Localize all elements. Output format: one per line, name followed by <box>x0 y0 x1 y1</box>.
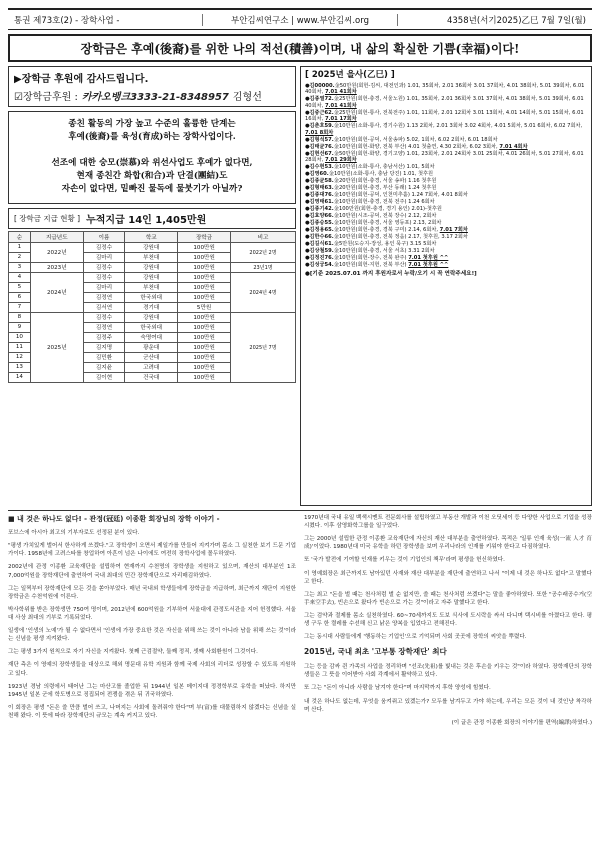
table-cell: 건국대 <box>125 372 178 382</box>
table-cell: 12 <box>9 352 31 362</box>
donor-entry <box>305 206 587 213</box>
article-paragraph: 그는 최고 "돈을 벌 때는 천사처럼 벌 순 없지만, 쓸 때는 천사처럼 쓰겠다"는 말을 좋아하였다. 또한 "공수래공수거(空手來空手去), 빈손으로 왔다가 빈손으로 가는 것"이라고 자주 말했다고 한다. <box>304 591 592 606</box>
article-paragraph: 일생에 '인생의 노예'가 될 수 없다면서 '인생에 가장 중요한 것은 자신을 위해 쓰는 것이 아니라 남을 위해 쓰는 것'이라는 신념을 평생 지켜왔다. <box>8 628 296 643</box>
table-cell: 김정수 <box>83 242 124 252</box>
table-cell: 100만원 <box>178 242 231 252</box>
table-cell: 김서연 <box>83 302 124 312</box>
table-cell: 김정수 <box>83 262 124 272</box>
table-row <box>9 312 296 322</box>
donor-detail: 金10만원(회헌-충경, 서울 서초) 3.31 2회차 <box>333 248 435 255</box>
table-cell: 강원대 <box>125 262 178 272</box>
table-cell: 부천대 <box>125 252 178 262</box>
donor-detail: 金10만원(회헌-지헌, 전북 부산) <box>333 262 407 269</box>
headline: 장학금은 후예(後裔)를 위한 나의 적선(積善)이며, 내 삶의 확실한 기쁨(幸福)이다! <box>8 34 592 62</box>
issue-number: 통권 제73호(2) - 장학사업 - <box>14 15 120 26</box>
donation-note: ●[기준 2025.07.01 까지 후원자로서 누락/오기 시 꼭 연락주세요!] <box>305 270 477 277</box>
table-cell: 100만원 <box>178 322 231 332</box>
stats-total: 누적지급 14인 1,405만원 <box>86 214 207 226</box>
article-paragraph: "평생 가치있게 벌어서 한사하게 쓰겠다."고 장학생이 오면서 제일가를 만들어 지켜가며 몸소 그 실천한 보기 드문 기업가이다. 1958년에 고려스타를 창업하여 아흔이 넘은 나이에도 여전히 장학사업에 몰두하였다. <box>8 543 296 558</box>
table-cell: 100만원 <box>178 312 231 322</box>
table-cell: 10 <box>9 332 31 342</box>
donor-detail: 金50만원(회헌-화양, 경기고양) 1.01, 23회차, 2.01 24회차 3.01 25회차, 4.01 26회차, 5.01 27회차, 6.01 28회차, <box>305 150 584 164</box>
donor-entries <box>305 83 587 269</box>
donor-entry <box>305 96 587 109</box>
donor-name: ●김영60. <box>305 171 329 178</box>
article-subheading: 2015년, 국내 최초 '고부통 장학재단' 최다 <box>304 647 447 657</box>
table-cell: 김정연 <box>83 292 124 302</box>
table-cell: 김정주 <box>83 332 124 342</box>
section-divider <box>8 510 592 511</box>
article-paragraph: 또 그는 "돈이 아니라 사람을 남겨야 한다"며 마지막까지 후학 양성에 힘썼다. <box>304 685 491 692</box>
donor-name: ●김형석57. <box>305 136 334 143</box>
article-paragraph: 2002년에 관정 이종환 교육재단을 설립하여 현재까지 수천명의 장학생을 지원하고 있으며, 재산의 대부분인 1조 7,000억원을 장학재단에 출연하여 국내 최대의 민간 장학재단으로 자리매김하였다. <box>8 564 296 579</box>
sponsor-account-line <box>14 88 290 103</box>
table-cell: 2025년 <box>30 312 83 382</box>
table-cell: 2 <box>9 252 31 262</box>
donor-entry <box>305 248 587 255</box>
donor-entry <box>305 234 587 241</box>
donor-entry <box>305 110 587 123</box>
article-paragraph: 포브스에 아시아 최고의 기부자로도 선정된 분이 있다. <box>8 530 140 537</box>
table-cell: 경기대 <box>125 302 178 312</box>
donor-detail: 金5만원(도승지-장성, 용인 묵구) 3.15 5회차 <box>333 241 437 248</box>
donor-entry <box>305 241 587 248</box>
table-header: 이름 <box>83 231 124 242</box>
article-left-column <box>8 514 296 850</box>
table-cell: 김민환 <box>83 352 124 362</box>
intro-line: 선조에 대한 숭모(崇慕)와 위선사업도 후예가 없다면, <box>51 157 253 168</box>
table-header-row <box>9 231 296 242</box>
donor-entry <box>305 83 587 96</box>
table-cell: 2023년 <box>30 262 83 272</box>
table-cell: 5만원 <box>178 302 231 312</box>
masthead <box>8 8 592 30</box>
article-paragraph: 그는 평생 3가지 원칙으로 자기 자신을 지켜왔다. 첫째 근검절약, 둘째 정직, 셋째 사회환원이 그것이다. <box>8 649 258 656</box>
donor-latest: 7.01 첫후원 ^^ <box>408 262 449 269</box>
donor-name: ●김형태63. <box>305 185 334 192</box>
donor-detail: 金10만원(회헌-화양, 전북 부산) 4.01 첫출연, 4.30 2회차, 6.02 3회차, <box>333 143 498 150</box>
table-cell: 숙명여대 <box>125 332 178 342</box>
table-cell: 23년1명 <box>230 262 295 272</box>
donor-entry <box>305 220 587 227</box>
scholarship-table-body <box>9 242 296 382</box>
donor-name: ●김종승55. <box>305 220 334 227</box>
table-cell: 4 <box>9 272 31 282</box>
table-cell: 한국외대 <box>125 292 178 302</box>
donor-name: ●김종대76. <box>305 192 334 199</box>
table-header: 장학금 <box>178 231 231 242</box>
donor-name: ●김한수66. <box>305 234 334 241</box>
table-cell: 김지윤 <box>83 362 124 372</box>
intro-line: 후예(後裔)를 육성(育成)하는 장학사업이다. <box>68 132 236 143</box>
donor-detail: 金20만원(회헌-충경, 서울 송파) 1.16 첫후원 <box>333 178 437 185</box>
table-cell: 김이현 <box>83 372 124 382</box>
table-row <box>9 272 296 282</box>
issue-date: 4358년(서기2025)乙巳 7월 7일(월) <box>446 15 586 26</box>
article-paragraph: 재단 측은 이 영예의 장학생들을 대상으로 해외 명문대 유학 지원과 함께 국제 사회의 리더로 성장할 수 있도록 지원하고 있다. <box>8 662 296 677</box>
article-paragraph: 내 것은 하나도 없는데, 무엇을 움켜쥐고 있겠는가? 모두를 남겨두고 가야 하는데, 우리는 모든 것이 내 것인냥 착각하며 산다. <box>304 698 592 713</box>
donor-name: ●김현선67. <box>305 150 334 157</box>
table-cell: 고려대 <box>125 362 178 372</box>
donor-entry <box>305 227 587 234</box>
donor-latest: 7.01 8회차 <box>305 129 334 136</box>
donor-detail: 金100만원(회헌-충경, 경기 용인) 2.01)-첫후원 <box>333 206 442 213</box>
table-header: 지급년도 <box>30 231 83 242</box>
table-cell: 2024년 <box>30 272 83 312</box>
donor-name: ●김수현53. <box>305 164 334 171</box>
article-paragraph: 그는 일찍부터 장학재단에 모든 것을 쏟아부었다. 매년 국내외 학생들에게 장학금을 지급하며, 최근까지 재단이 지원한 장학금은 수천억원에 이른다. <box>8 585 296 600</box>
donor-entry <box>305 192 587 199</box>
scholarship-stats <box>8 208 296 229</box>
donor-latest: 7.01 41회차 <box>324 102 357 109</box>
donor-name: ●김정용65. <box>305 227 334 234</box>
donor-name: ●김춘호59. <box>305 123 334 130</box>
donor-detail: 金10만원(회헌-충경, 전북 정읍) 2.17, 첫후원, 3.17 2회차 <box>333 234 468 241</box>
donor-name: ●김길식61. <box>305 241 334 248</box>
intro-line: 종친 활동의 가장 높고 수준의 훌륭한 단계는 <box>68 119 236 129</box>
donor-detail: 金50만원(회헌-김씨, 대전인과) 1.01, 35회차, 2.01 36회차 3.01 37회차, 4.01 38회차, 5.01 39회차, 6.01 40회차, <box>305 82 585 96</box>
donor-detail: 金10만원(시조-공덕, 전북 장수) 2.12, 2회차 <box>333 213 437 220</box>
table-cell: 100만원 <box>178 362 231 372</box>
intro-line: 현재 종친간 화합(和合)과 단결(團結)도 <box>76 170 228 181</box>
donor-name: ●김종열72. <box>305 96 334 103</box>
table-cell: 2024년 4명 <box>230 272 295 312</box>
table-cell: 김정연 <box>83 322 124 332</box>
donor-detail: 金10만원(소화-통사, 충남 당진) 1.01, 첫후원 <box>328 171 434 178</box>
donor-detail: 金10만원(회헌-공덕, 인천미추홀) 1.24 7회차, 4.01 8회차 <box>333 192 468 199</box>
article-paragraph: 또 '국가 발전에 기여할 인재를 키우는 것이 기업인의 책무'라며 평생을 헌신하였다. <box>304 557 505 564</box>
table-row <box>9 262 296 272</box>
donor-name: ●김태균76. <box>305 143 334 150</box>
donor-detail: 金25만원(회헌-충경, 서울노원) 1.01, 35회차, 2.01 36회차 3.01 37회차, 4.01 38회차, 5.01 39회차, 6.01 40회차, <box>305 96 584 109</box>
intro-box <box>8 111 296 204</box>
donor-detail: 金10만원(회헌-충경, 전북 전주) 1.24 6회차 <box>333 199 435 206</box>
table-cell: 100만원 <box>178 262 231 272</box>
donor-entry <box>305 137 587 144</box>
sponsor-thanks: ▶장학금 후원에 감사드립니다. <box>14 74 149 85</box>
donor-entry <box>305 213 587 220</box>
account-label: ☑장학금후원 : <box>14 92 78 103</box>
article-signature: (이 글은 관정 이종환 회장의 이야기를 편역(編譯)하였다.) <box>451 719 592 726</box>
table-cell: 100만원 <box>178 292 231 302</box>
article-paragraph: 그는 검약과 절제를 몸소 실천하였다. 60~70세까지도 도보 식사에 도시락을 싸서 다니며 택시비를 아꼈다고 한다. 평생 구두 한 켤레를 수선해 신고 낡은 양복을 입었다고 전해진다. <box>304 612 592 628</box>
donor-entry <box>305 171 587 178</box>
donor-entry <box>305 178 587 185</box>
article-paragraph: 이 회장은 평생 "돈은 쓸 만큼 벌어 쓰고, 나머지는 사회에 돌려줘야 한다"며 부(富)를 대물림하지 않겠다는 신념을 실천해 왔다. 이 뜻에 따라 장학재단의 규모는 계속 커지고 있다. <box>8 704 296 719</box>
table-cell: 강원대 <box>125 272 178 282</box>
table-cell: 2022년 <box>30 242 83 262</box>
donor-detail: 金10만원(회헌-충경, 경북 구미) 2.14, 6회차, <box>333 227 438 234</box>
table-cell: 김마리 <box>83 282 124 292</box>
donor-latest: 7.01 7회차 <box>439 227 468 234</box>
table-cell: 6 <box>9 292 31 302</box>
donor-latest: 7.01 4회차 <box>499 143 528 150</box>
table-cell: 김지명 <box>83 342 124 352</box>
table-header: 학교 <box>125 231 178 242</box>
table-cell: 100만원 <box>178 252 231 262</box>
donor-latest: 7.01 29회차 <box>324 157 357 164</box>
article-right-column <box>304 514 592 850</box>
donor-detail: 金20만원(회헌-충경, 부산 동래) 1.24 첫후원 <box>333 185 437 192</box>
table-cell: 7 <box>9 302 31 312</box>
donor-detail: 金10만원(소화-통사, 충남서산) 1.01, 5회차 <box>333 164 435 171</box>
table-header: 비고 <box>230 231 295 242</box>
table-cell: 100만원 <box>178 282 231 292</box>
publisher[interactable]: 부안김씨연구소 | www.부안김씨.org <box>202 14 398 26</box>
article-paragraph: 1970년대 국내 유일 백색시멘트 전문회사를 설립하였고 부동산 개발과 이천 오딧세이 등 다양한 사업으로 기업을 성장시켰다. 이후 삼영화학그룹을 일구었다. <box>304 515 592 530</box>
donation-list <box>300 66 592 506</box>
table-cell: 군산대 <box>125 352 178 362</box>
table-cell: 3 <box>9 262 31 272</box>
donation-title: [ 2025년 을사(乙巳) ] <box>305 70 395 80</box>
article-paragraph: 박사학위를 받은 장학생만 750여 명이며, 2012년에 600억원을 기부하여 서울대에 관정도서관을 지어 헌정했다. 서울대 사상 최대의 기부로 기록되었다. <box>8 606 296 622</box>
table-row <box>9 242 296 252</box>
donor-detail: 金10만원(회헌-충경, 서울 영등포) 2.13, 2회차 <box>333 220 442 227</box>
sponsor-box <box>8 66 296 107</box>
donor-name: ●김00000. <box>305 82 335 89</box>
donor-latest: 7.01 41회차 <box>324 89 357 96</box>
table-cell: 김정수 <box>83 272 124 282</box>
table-cell: 2025년 7명 <box>230 312 295 382</box>
donor-detail: 金10만원(소화-통사, 경기수원) 1.13 2회차, 2.01 3회차 3.02 4회차, 4.01 5회차, 5.01 6회차, 6.02 7회차, <box>333 123 583 130</box>
article-heading: ■ 내 것은 하나도 없다! - 관정(冠廷) 이종환 회장님의 장학 이야기 - <box>8 515 220 523</box>
scholarship-table <box>8 231 296 383</box>
donor-name: ●김종균58. <box>305 178 334 185</box>
donor-entry <box>305 262 587 269</box>
article-paragraph: 1923년 경남 의령에서 태어난 그는 마산고를 졸업한 뒤 1944년 일본 메이지대 정경학부로 유학을 떠났다. 하지만 1945년 일본 군에 학도병으로 징집되어 전쟁을 겪은 뒤 귀국하였다. <box>8 683 296 698</box>
table-header: 순 <box>9 231 31 242</box>
donor-name: ●김효양66. <box>305 213 334 220</box>
donor-detail: 金25만원(회헌-통사, 전북전주) 1.01, 11회차, 2.01 12회차 3.01 13회차, 4.01 14회차, 5.01 15회차, 6.01 16회차, <box>305 109 584 123</box>
newsletter-page <box>8 8 592 842</box>
donor-detail: 金10만원(회헌-장수, 전북 완주) <box>333 255 407 262</box>
table-cell: 100만원 <box>178 272 231 282</box>
donor-name: ●김종기42. <box>305 206 334 213</box>
table-cell: 김정수 <box>83 312 124 322</box>
table-cell: 2022년 2명 <box>230 242 295 262</box>
donor-name: ●김정진76. <box>305 255 334 262</box>
table-cell: 100만원 <box>178 352 231 362</box>
table-cell: 부천대 <box>125 282 178 292</box>
article-paragraph: 그는 동시대 사람들에게 '행동하는 기업인'으로 기억되며 사회 곳곳에 장학의 씨앗을 뿌렸다. <box>304 634 527 641</box>
donor-name: ●김영태61. <box>305 199 334 206</box>
donor-entry <box>305 151 587 164</box>
table-cell: 9 <box>9 322 31 332</box>
donor-latest: 7.01 17회차 <box>324 116 357 123</box>
table-cell: 14 <box>9 372 31 382</box>
donor-entry <box>305 164 587 171</box>
table-cell: 광운대 <box>125 342 178 352</box>
donor-detail: 金10만원(회헌-공덕, 서울송파) 5.02, 1회차, 6.02 2회차, 6.01 18회차 <box>333 136 498 143</box>
table-cell: 1 <box>9 242 31 252</box>
donor-name: ●김성궁54. <box>305 262 334 269</box>
table-cell: 13 <box>9 362 31 372</box>
donor-latest: 7.01 첫후원 ^^ <box>408 255 449 262</box>
table-cell: 8 <box>9 312 31 322</box>
table-cell: 100만원 <box>178 372 231 382</box>
donor-entry <box>305 185 587 192</box>
donor-entry <box>305 123 587 136</box>
donor-name: ●김상철59. <box>305 248 334 255</box>
table-cell: 5 <box>9 282 31 292</box>
donor-entry <box>305 255 587 262</box>
account-holder: 김형선 <box>232 92 262 103</box>
table-cell: 김마리 <box>83 252 124 262</box>
table-cell: 11 <box>9 342 31 352</box>
article <box>8 514 592 850</box>
donor-entry <box>305 199 587 206</box>
donor-entry <box>305 144 587 151</box>
article-paragraph: 이 영예회장은 최근까지도 남아있던 사재와 재산 대부분을 재단에 출연하고 나서 "이제 내 것은 하나도 없다"고 말했다고 한다. <box>304 570 592 585</box>
bank-account: 카카오뱅크3333-21-8348957 <box>81 92 229 103</box>
table-cell: 한국외대 <box>125 322 178 332</box>
table-cell: 강원대 <box>125 312 178 322</box>
table-cell: 강원대 <box>125 242 178 252</box>
article-paragraph: 그는 등을 감싸 쥔 가족의 사업을 정리하며 "선조(先祖)를 빛내는 것은 후손을 키우는 것"이라 하였다. 장학재단의 장학생들은 그 뜻을 이어받아 사회 각계에서 활약하고 있다. <box>304 664 592 679</box>
table-cell: 100만원 <box>178 332 231 342</box>
article-paragraph: 그는 2000년 설립한 관정 이종환 교육재단에 자신의 재산 대부분을 출연하였다. 목적은 '일류 인재 육성(一流 人才 育成)'이었다. 1980년대 미국 유학을 하던 장학생을 보며 우리나라의 인재를 키워야 한다고 다짐하였다. <box>304 536 592 551</box>
table-cell: 100만원 <box>178 342 231 352</box>
donor-name: ●김중근62. <box>305 109 334 116</box>
stats-label: [ 장학금 지급 현황 ] <box>14 213 81 223</box>
intro-line: 자손이 없다면, 밑빠진 물독에 물붓기가 아닐까? <box>61 184 243 195</box>
